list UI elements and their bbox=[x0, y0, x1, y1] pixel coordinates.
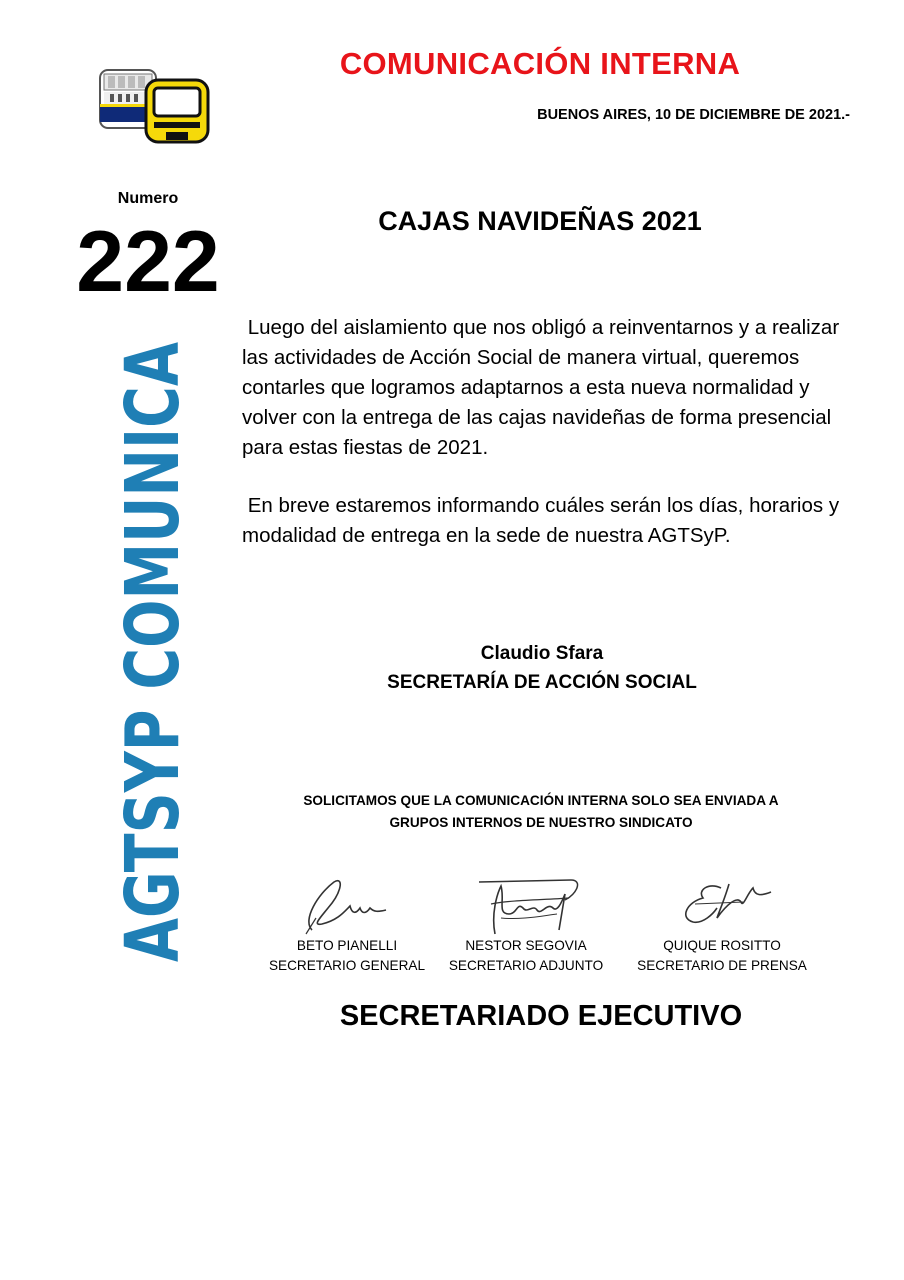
document-title: CAJAS NAVIDEÑAS 2021 bbox=[378, 206, 702, 236]
handwritten-signature bbox=[282, 874, 412, 936]
header-title: COMUNICACIÓN INTERNA bbox=[339, 46, 741, 81]
numero-label: Numero bbox=[117, 190, 179, 207]
vertical-brand-text: AGTSYP COMUNICA bbox=[109, 537, 190, 962]
train-logo-icon bbox=[98, 66, 210, 146]
signature-block bbox=[441, 874, 611, 976]
signatory-title: SECRETARIO ADJUNTO bbox=[448, 958, 604, 973]
body-paragraph: Luego del aislamiento que nos obligó a reinventarnos y a realizar las actividades de Acción Social de manera virtual, queremos contarles que logramos adaptarnos a esta nueva normalidad y volver con la entrega de las cajas navideñas de forma presencial para estas fiestas de 2021. bbox=[242, 316, 845, 459]
notice-line: GRUPOS INTERNOS DE NUESTRO SINDICATO bbox=[389, 815, 693, 830]
signatory-title: SECRETARIO GENERAL bbox=[268, 958, 426, 973]
signer-role: SECRETARÍA DE ACCIÓN SOCIAL bbox=[387, 672, 697, 693]
date-line: BUENOS AIRES, 10 DE DICIEMBRE DE 2021.- bbox=[537, 107, 850, 123]
numero-value: 222 bbox=[76, 214, 220, 310]
vertical-brand-logo bbox=[100, 340, 190, 965]
signature-block bbox=[262, 874, 432, 976]
distribution-notice bbox=[250, 790, 832, 834]
handwritten-signature bbox=[461, 874, 591, 936]
signatory-title: SECRETARIO DE PRENSA bbox=[637, 958, 807, 973]
signatory-name: NESTOR SEGOVIA bbox=[465, 938, 587, 953]
signature-block bbox=[637, 874, 807, 976]
body-paragraph: En breve estaremos informando cuáles serán los días, horarios y modalidad de entrega en la sede de nuestra AGTSyP. bbox=[242, 494, 845, 547]
footer-title: SECRETARIADO EJECUTIVO bbox=[339, 1000, 743, 1032]
notice-line: SOLICITAMOS QUE LA COMUNICACIÓN INTERNA SOLO SEA ENVIADA A bbox=[303, 793, 779, 808]
signer-name: Claudio Sfara bbox=[480, 643, 604, 664]
handwritten-signature bbox=[657, 874, 787, 936]
signatory-name: BETO PIANELLI bbox=[296, 938, 398, 953]
signatory-name: QUIQUE ROSITTO bbox=[663, 938, 781, 953]
